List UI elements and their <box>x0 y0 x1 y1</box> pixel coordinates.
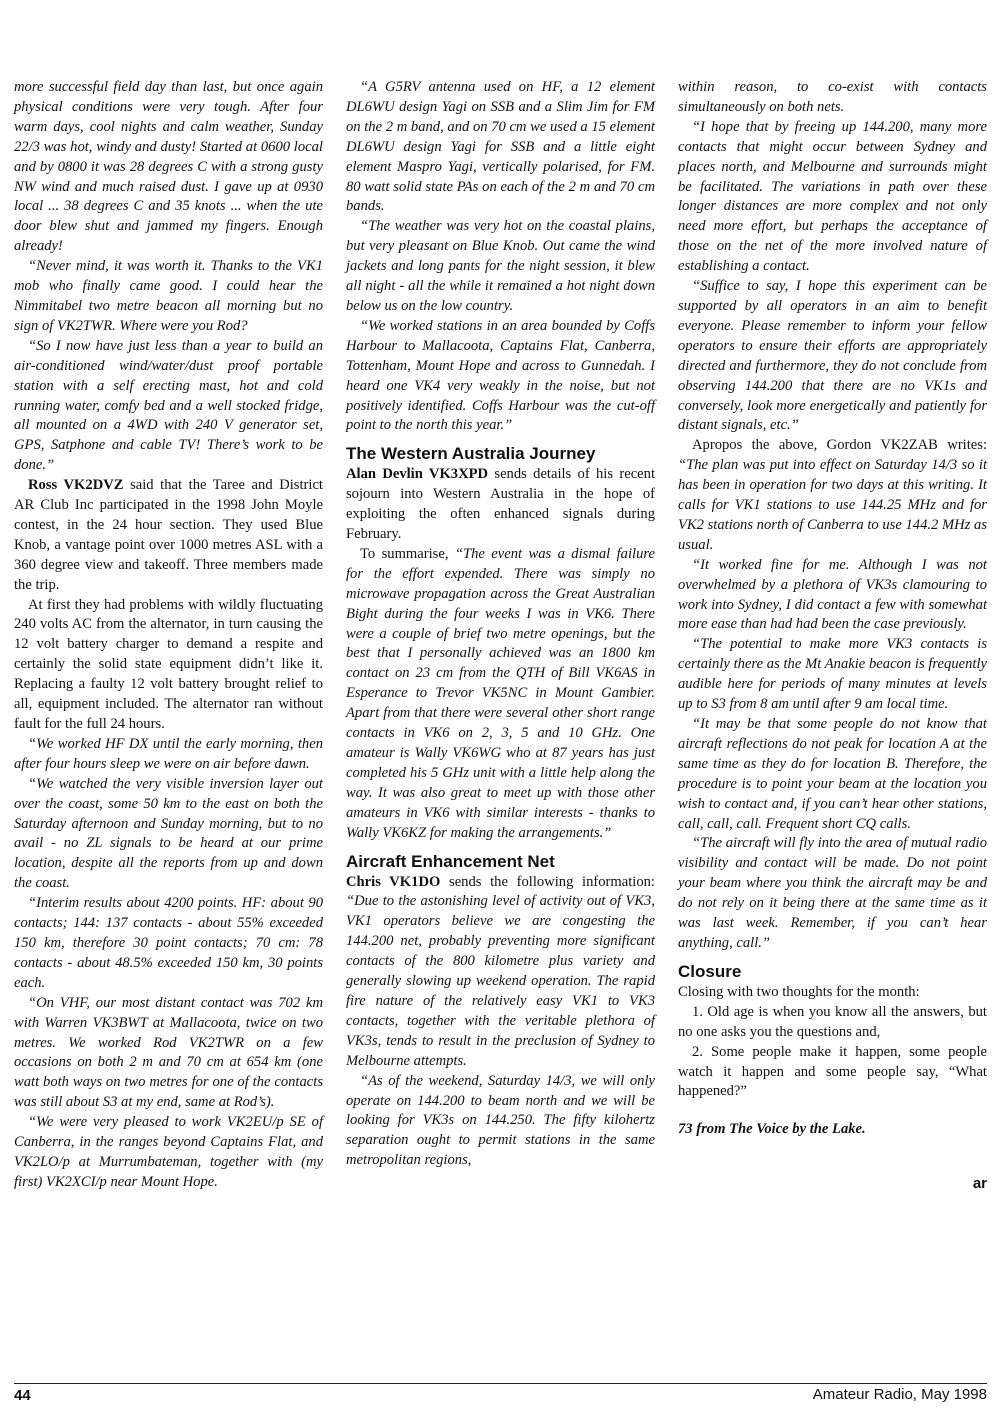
column-3 <box>678 78 987 1194</box>
paragraph-text: sends details of his recent sojourn into Western Australia in the hope of exploiting the often enhanced signals during February. <box>346 466 655 543</box>
paragraph <box>14 476 323 595</box>
paragraph: within reason, to co-exist with contacts simultaneously on both nets. <box>678 79 987 115</box>
paragraph: “The potential to make more VK3 contacts is certainly there as the Mt Anakie beacon is frequently audible here for periods of many minutes at levels up to S3 from 8 am until after 9 am local time. <box>678 636 987 713</box>
paragraph: “I hope that by freeing up 144.200, many more contacts that might occur between Sydney and places north, and Melbourne and surrounds might be facilitated. The variations in path over these longer distances are more complex and not only need more effort, but perhaps the acceptance of those on the net of the more involved nature of establishing a contact. <box>678 118 987 275</box>
paragraph: “The weather was very hot on the coastal plains, but very pleasant on Blue Knob. Out came the wind jackets and long pants for the night session, it blew all night - all the while it remained a hot night down below us on the low country. <box>346 218 655 314</box>
quote-text: “The plan was put into effect on Saturday 14/3 so it has been in operation for two days at this writing. It calls for VK1 stations to use 144.25 MHz and for VK2 stations north of Canberra to use 144.2 MHz as usual. <box>678 457 987 553</box>
paragraph: “We were very pleased to work VK2EU/p SE of Canberra, in the ranges beyond Captains Flat, and VK2LO/p at Murrumbateman, together with (my first) VK2XCI/p near Mount Hope. <box>14 1114 323 1190</box>
paragraph: 1. Old age is when you know all the answers, but no one asks you the questions and, <box>678 1003 987 1040</box>
paragraph: “A G5RV antenna used on HF, a 12 element DL6WU design Yagi on SSB and a Slim Jim for FM on the 2 m band, and on 70 cm we used a 15 element DL6WU design Yagi for SSB and a little eight element Maspro Yagi, vertically polarised, for FM. 80 watt solid state PAs on each of the 2 m and 70 cm bands. <box>346 79 655 215</box>
paragraph: “So I now have just less than a year to build an air-conditioned wind/water/dust proof portable station with a self erecting mast, hot and cold running water, comfy bed and a well stocked fridge, all mounted on a 4WD with 240 V generator set, GPS, Satphone and cable TV! There’s work to be done.” <box>14 337 323 474</box>
author-name: Ross VK2DVZ <box>28 477 124 494</box>
author-name: Alan Devlin VK3XPD <box>346 466 489 483</box>
paragraph: “On VHF, our most distant contact was 702 km with Warren VK3BWT at Mallacoota, twice on two metres. We worked Rod VK2TWR on a few occasions on both 2 m and 70 cm at 654 km (one watt both ways on two metres for one of the contacts was still about S3 at my end, same at Rod’s). <box>14 994 323 1111</box>
sign-off: 73 from The Voice by the Lake. <box>678 1121 866 1138</box>
paragraph: “Interim results about 4200 points. HF: about 90 contacts; 144: 137 contacts - about 55% exceeded 150 km, therefore 30 point contacts; 70 cm: 78 contacts - about 48.5% exceeded 150 km, 30 points each. <box>14 895 323 991</box>
column-2 <box>346 78 655 1171</box>
paragraph: Closing with two thoughts for the month: <box>678 983 920 1000</box>
paragraph <box>346 873 655 1072</box>
section-heading: Closure <box>678 961 742 981</box>
paragraph <box>346 545 655 844</box>
publication-footer: Amateur Radio, May 1998 <box>812 1386 987 1403</box>
paragraph: “We worked stations in an area bounded by Coffs Harbour to Mallacoota, Captains Flat, Canberra, Tottenham, Mount Hope and across to Gunnedah. I heard one VK4 very weakly in the noise, but not positively identified. Coffs Harbour was the cut-off point to the north this year.” <box>346 317 655 434</box>
end-mark: ar <box>972 1175 987 1193</box>
paragraph-text: sends the following information: <box>440 873 655 890</box>
paragraph-text: To summarise, <box>360 545 455 562</box>
paragraph: “We watched the very visible inversion layer out over the coast, some 50 km to the east on both the Saturday afternoon and Sunday morning, but to no avail - no ZL signals to be heard at our prime location, despite all the reports from up and down the coast. <box>14 775 323 892</box>
paragraph: “We worked HF DX until the early morning, then after four hours sleep we were on air before dawn. <box>14 735 323 772</box>
paragraph: “The aircraft will fly into the area of mutual radio visibility and contact will be made. Do not point your beam where you think the aircraft may be and do not rely on it being there at the same time as it was last week. Remember, if you can’t hear anything, call.” <box>678 835 987 951</box>
author-name: Chris VK1DO <box>346 873 441 890</box>
paragraph-text: Apropos the above, Gordon VK2ZAB writes: <box>692 437 987 454</box>
paragraph: “It may be that some people do not know that aircraft reflections do not peak for location A at the same time as they do for location B. Therefore, the procedure is to point your beam at the location you wish to contact and, if you can’t hear other stations, call, call, call. Frequent short CQ calls. <box>678 716 987 832</box>
paragraph-text: said that the Taree and District AR Club Inc participated in the 1998 John Moyle contest, in the 24 hour section. They used Blue Knob, a vantage point over 1000 metres ASL with a 360 degree view and takeoff. Three members made the trip. <box>14 477 323 593</box>
paragraph: At first they had problems with wildly fluctuating 240 volts AC from the alternator, in turn causing the 12 volt battery charger to demand a respite and certainly the solid state equipment didn’t like it. Replacing a faulty 12 volt battery brought relief to all, equipment included. The alternator ran without fault for the full 24 hours. <box>14 596 323 732</box>
paragraph <box>678 436 987 555</box>
paragraph: more successful field day than last, but once again physical conditions were very tough. After four warm days, cool nights and calm weather, Sunday 22/3 was hot, windy and dusty! Started at 0600 local and by 0800 it was 28 degrees C with a strong gusty NW wind and much raised dust. I gave up at 0930 local ... 38 degrees C and 35 knots ... when the ute door blew shut and jammed my fingers. Enough already! <box>14 79 323 255</box>
section-heading: The Western Australia Journey <box>346 444 596 464</box>
quote-text: “Due to the astonishing level of activity out of VK3, VK1 operators believe we are congesting the 144.200 net, probably preventing more significant contacts of the 800 kilometre plus variety and generally slowing up weekend operation. The rapid fire nature of the relatively easy VK1 to VK3 contacts, together with the veritable plethora of VK3s, tends to result in the preclusion of Sydney to Melbourne attempts. <box>346 893 655 1069</box>
paragraph <box>346 465 655 545</box>
quote-text: “The event was a dismal failure for the effort expended. There was simply no microwave propagation across the Great Australian Bight during the four weeks I was in VK6. There were a couple of brief two metre openings, but the best that I personally achieved was an 1800 km contact on 23 cm from the QTH of Bill VK6AS in Esperance to Trevor VK5NC in Mount Gambier. Apart from that there were several other short range contacts in VK6 on 2, 3, 5 and 10 GHz. One amateur is Wally VK6WG who at 87 years has just completed his 5 GHz unit with a little help along the way. It was also great to meet up with those other amateurs in VK6 with similar interests - thanks to Wally VK6KZ for making the arrangements.” <box>346 545 655 841</box>
footer-divider <box>14 1383 987 1384</box>
section-heading: Aircraft Enhancement Net <box>346 851 555 871</box>
column-1 <box>14 78 323 1193</box>
paragraph: “As of the weekend, Saturday 14/3, we will only operate on 144.200 to beam north and we will be looking for VK3s on 144.250. The fifty kilohertz separation ought to permit stations in the same metropolitan regions, <box>346 1072 655 1169</box>
paragraph: “It worked fine for me. Although I was not overwhelmed by a plethora of VK3s clamouring to work into Sydney, I did contact a few with somewhat more ease than had had been the case previously. <box>678 556 987 633</box>
paragraph: “Never mind, it was worth it. Thanks to the VK1 mob who finally came good. I could hear the Nimmitabel two metre beacon all morning but no sign of VK2TWR. Where were you Rod? <box>14 258 323 334</box>
page-number: 44 <box>14 1387 31 1404</box>
paragraph: 2. Some people make it happen, some people watch it happen and some people say, “What happened?” <box>678 1043 987 1100</box>
paragraph: “Suffice to say, I hope this experiment can be supported by all operators in an aim to benefit everyone. Please remember to inform your fellow operators to ensure their efforts are appropriately directed and furthermore, they do not conclude from observing 144.200 that there are no VK1s and conversely, look more energetically and patiently for distant signals, etc.” <box>678 278 987 434</box>
